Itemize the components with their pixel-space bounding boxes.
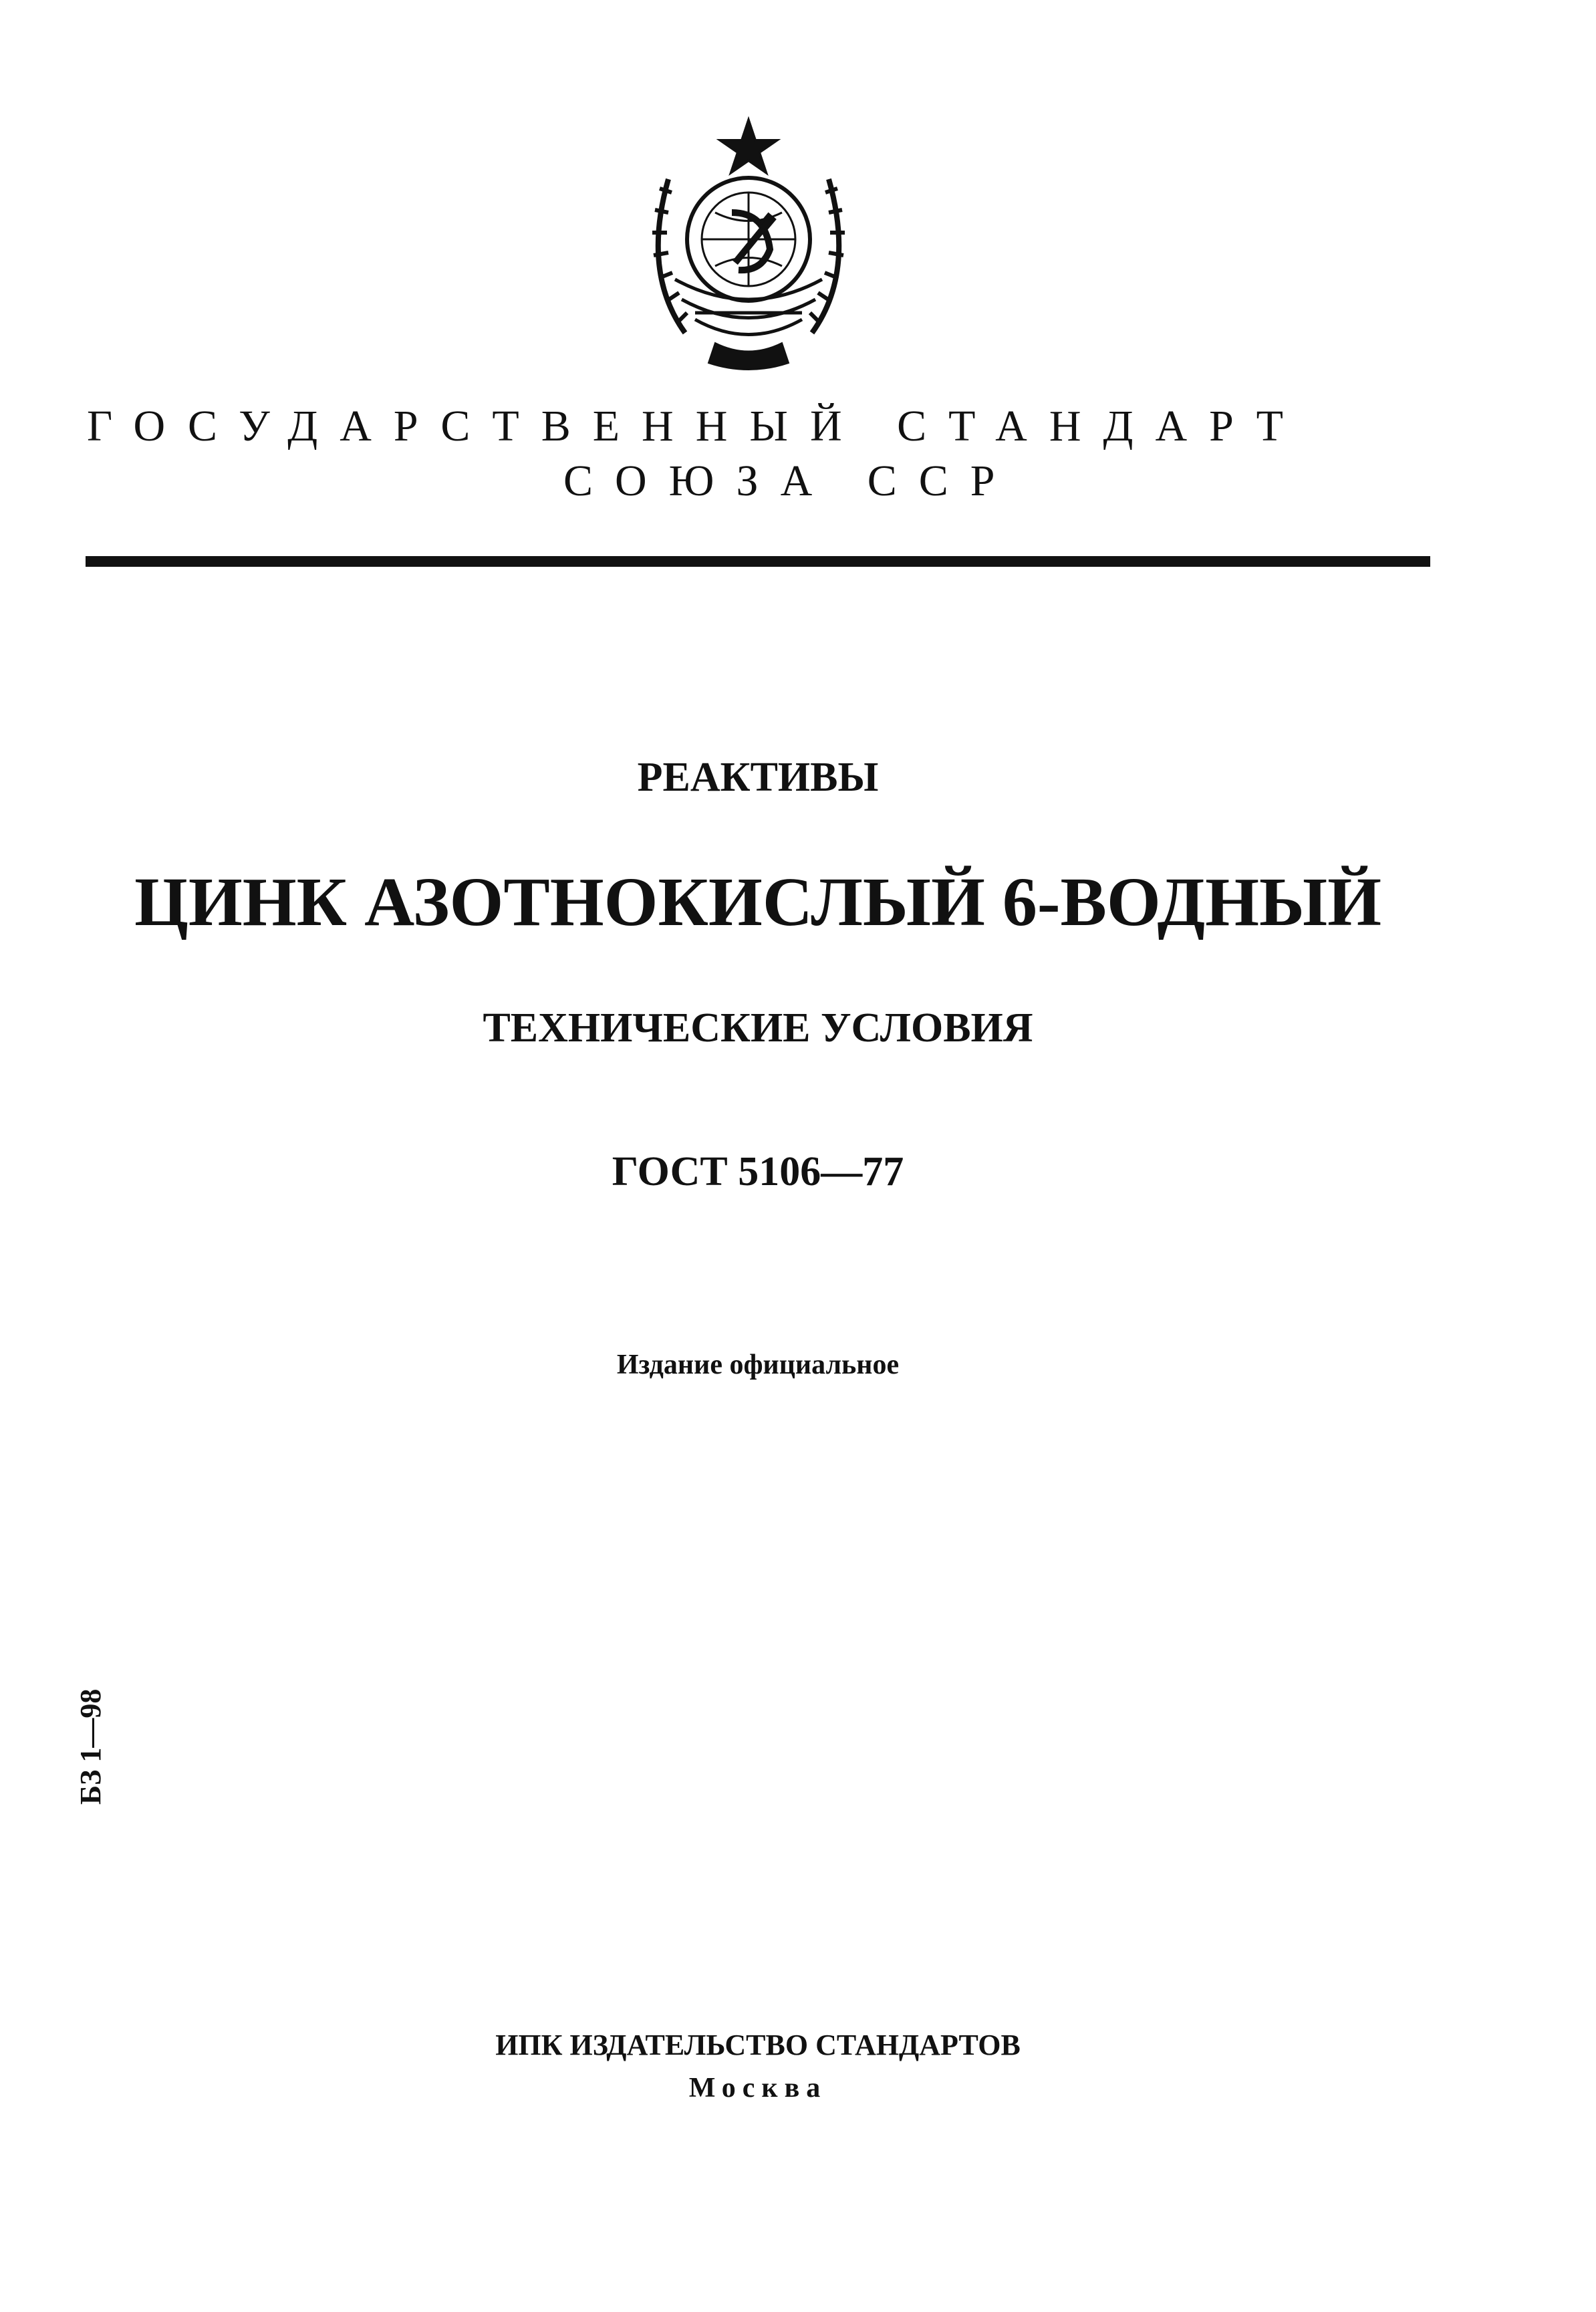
header-divider [86, 556, 1430, 567]
document-kicker: РЕАКТИВЫ [637, 755, 879, 800]
header-state-standard: ГОСУДАРСТВЕННЫЙ СТАНДАРТ [87, 402, 1305, 451]
edition-note: Издание официальное [616, 1350, 900, 1380]
ussr-state-emblem-icon [622, 112, 876, 373]
header-ussr: СОЮЗА ССР [563, 457, 1017, 505]
standard-number: ГОСТ 5106—77 [612, 1149, 904, 1194]
document-subtitle: ТЕХНИЧЕСКИЕ УСЛОВИЯ [483, 1005, 1033, 1051]
document-title: ЦИНК АЗОТНОКИСЛЫЙ 6-ВОДНЫЙ [134, 864, 1382, 940]
margin-mark: БЗ 1—98 [74, 1688, 107, 1805]
publisher-city: Москва [688, 2073, 827, 2103]
publisher-name: ИПК ИЗДАТЕЛЬСТВО СТАНДАРТОВ [495, 2029, 1021, 2061]
